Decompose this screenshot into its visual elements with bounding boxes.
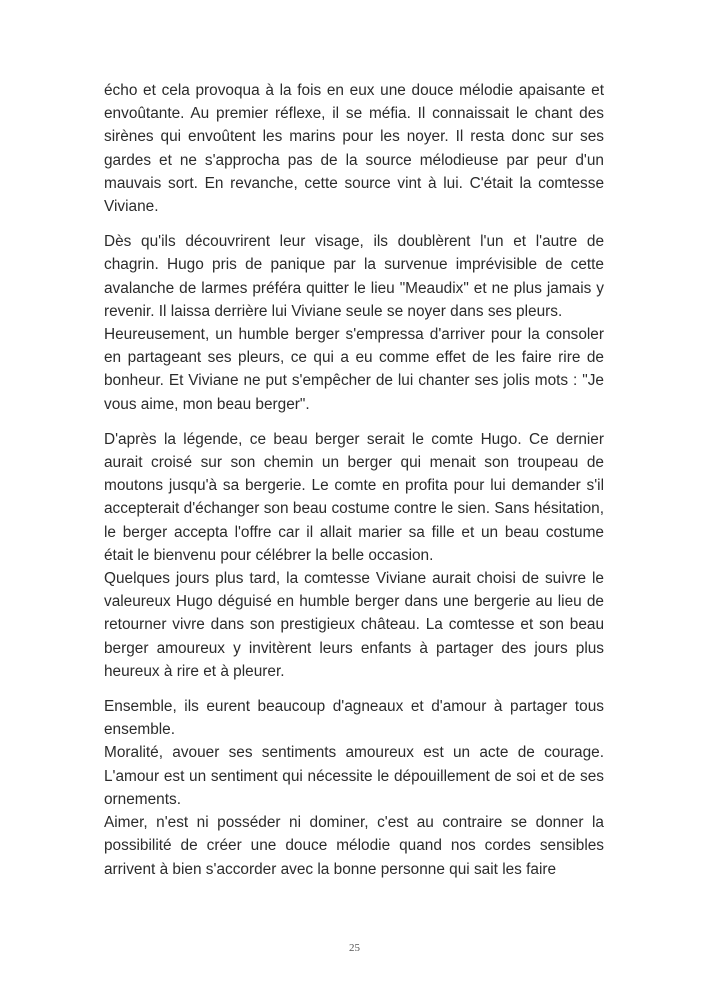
paragraph: D'après la légende, ce beau berger serait le comte Hugo. Ce dernier aurait croisé sur son chemin un berger qui menait son troupeau de moutons jusqu'à sa bergerie. Le comte en profita pour lui demander s'il accepterait d'échanger son beau costume contre le sien. Sans hésitation, le berger accepta l'offre car il allait marier sa fille et un beau costume était le bienvenu pour célébrer la belle occasion. xyxy=(104,430,604,564)
paragraph: Ensemble, ils eurent beaucoup d'agneaux et d'amour à partager tous ensemble. xyxy=(104,698,604,739)
paragraph: Heureusement, un humble berger s'empressa d'arriver pour la consoler en partageant ses pleurs, ce qui a eu comme effet de les faire rire de bonheur. Et Viviane ne put s'empêcher de lui chanter ses jolis mots : "Je vous aime, mon beau berger". xyxy=(104,326,604,413)
paragraph: écho et cela provoqua à la fois en eux une douce mélodie apaisante et envoûtante. Au premier réflexe, il se méfia. Il connaissait le chant des sirènes qui envoûtent les marins pour les noyer. Il resta donc sur ses gardes et ne s'approcha pas de la source mélodieuse par peur d'un mauvais sort. En revanche, cette source vint à lui. C'était la comtesse Viviane. xyxy=(104,82,604,216)
page-number: 25 xyxy=(349,942,360,954)
paragraph: Aimer, n'est ni posséder ni dominer, c'est au contraire se donner la possibilité de créer une douce mélodie quand nos cordes sensibles arrivent à bien s'accorder avec la bonne personne qui sait les faire xyxy=(104,814,604,878)
paragraph: Dès qu'ils découvrirent leur visage, ils doublèrent l'un et l'autre de chagrin. Hugo pris de panique par la survenue imprévisible de cette avalanche de larmes préféra quitter le lieu "Meaudix" et ne plus jamais y revenir. Il laissa derrière lui Viviane seule se noyer dans ses pleurs. xyxy=(104,233,604,320)
body-text xyxy=(104,79,604,881)
paragraph: Quelques jours plus tard, la comtesse Viviane aurait choisi de suivre le valeureux Hugo déguisé en humble berger dans une bergerie au lieu de retourner vivre dans son prestigieux château. La comtesse et son beau berger amoureux y invitèrent leurs enfants à partager des jours plus heureux à rire et à pleurer. xyxy=(104,570,604,680)
paragraph: Moralité, avouer ses sentiments amoureux est un acte de courage. L'amour est un sentiment qui nécessite le dépouillement de soi et de ses ornements. xyxy=(104,744,604,808)
